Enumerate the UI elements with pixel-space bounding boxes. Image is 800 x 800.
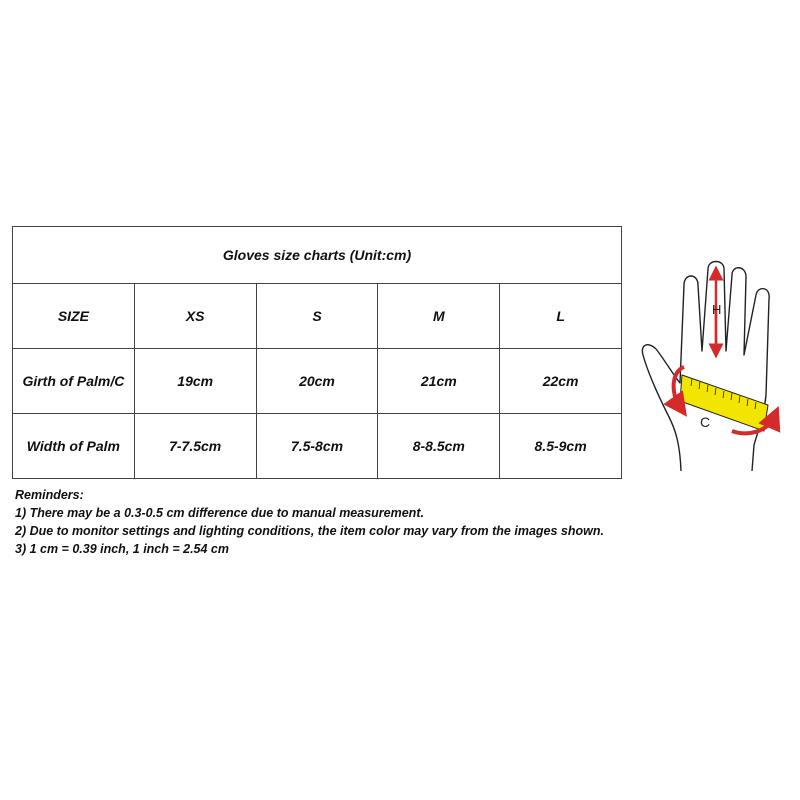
table-row-girth bbox=[13, 349, 622, 414]
table-cell: 22cm bbox=[500, 349, 622, 414]
header-cell-size: SIZE bbox=[13, 284, 135, 349]
table-cell: 20cm bbox=[256, 349, 378, 414]
table-title-row bbox=[13, 227, 622, 284]
table-cell: 8-8.5cm bbox=[378, 414, 500, 479]
table-cell: 8.5-9cm bbox=[500, 414, 622, 479]
table-cell: 19cm bbox=[134, 349, 256, 414]
hand-outline-icon bbox=[642, 262, 769, 472]
hand-measurement-diagram bbox=[636, 255, 796, 485]
header-cell-s: S bbox=[256, 284, 378, 349]
table-title: Gloves size charts (Unit:cm) bbox=[13, 227, 622, 284]
reminder-item-3: 3) 1 cm = 0.39 inch, 1 inch = 2.54 cm bbox=[15, 542, 230, 556]
table-cell: 21cm bbox=[378, 349, 500, 414]
table-cell: 7.5-8cm bbox=[256, 414, 378, 479]
table-header-row bbox=[13, 284, 622, 349]
measuring-tape-icon bbox=[680, 375, 768, 431]
reminders-block bbox=[15, 486, 625, 558]
header-cell-xs: XS bbox=[134, 284, 256, 349]
header-cell-l: L bbox=[500, 284, 622, 349]
row-label-girth: Girth of Palm/C bbox=[13, 349, 135, 414]
reminder-item-2: 2) Due to monitor settings and lighting conditions, the item color may vary from the images shown. bbox=[15, 524, 604, 538]
size-chart-table bbox=[12, 226, 622, 479]
table-row-width bbox=[13, 414, 622, 479]
circumference-label: C bbox=[700, 414, 711, 430]
reminders-heading: Reminders: bbox=[15, 488, 84, 502]
reminder-item-1: 1) There may be a 0.3-0.5 cm difference due to manual measurement. bbox=[15, 506, 424, 520]
height-label: H bbox=[712, 302, 722, 317]
row-label-width: Width of Palm bbox=[13, 414, 135, 479]
header-cell-m: M bbox=[378, 284, 500, 349]
table-cell: 7-7.5cm bbox=[134, 414, 256, 479]
